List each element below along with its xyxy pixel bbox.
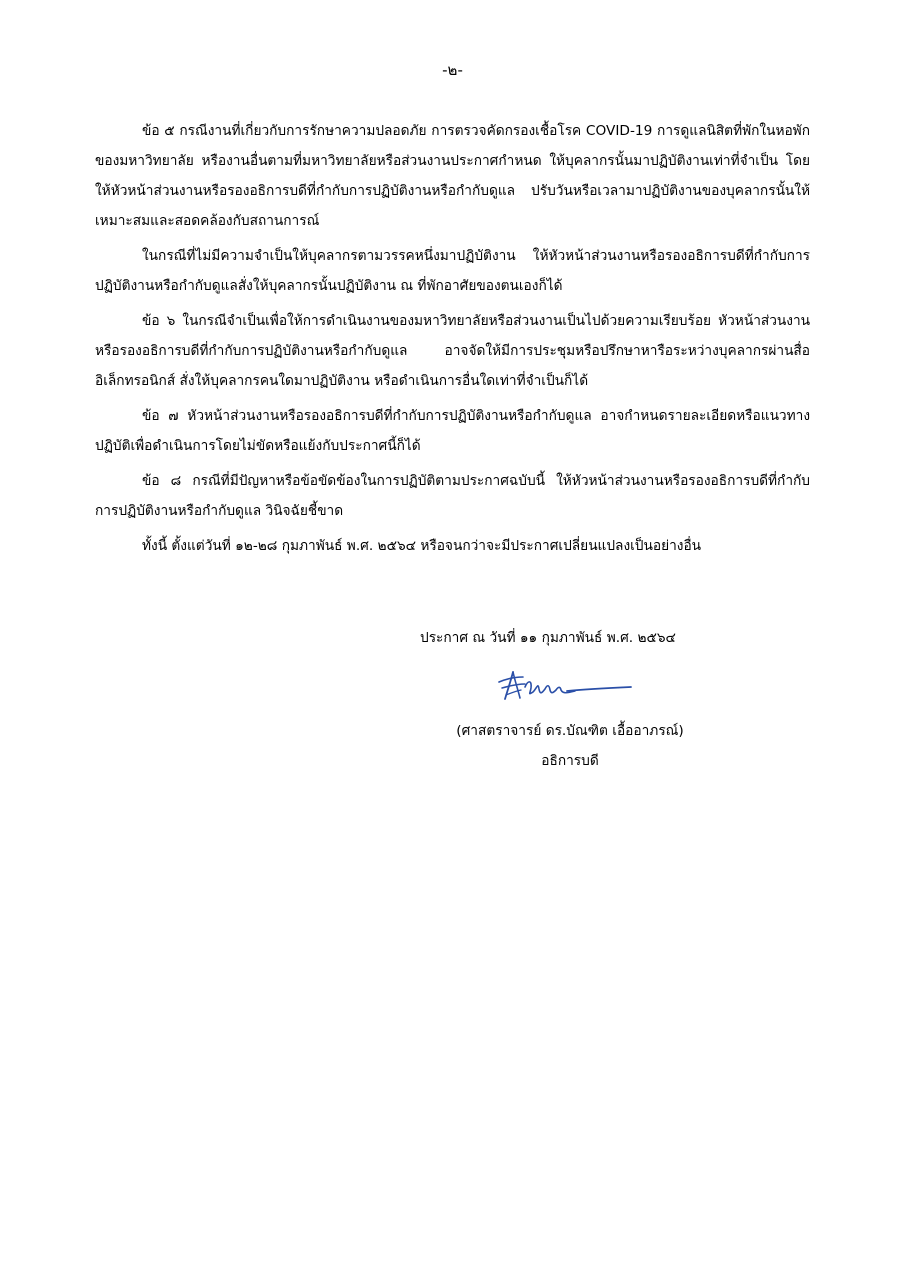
clause-8-paragraph: ข้อ ๘ กรณีที่มีปัญหาหรือข้อขัดข้องในการปฏิบัติตามประกาศฉบับนี้ ให้หัวหน้าส่วนงานหรือรองอธิการบดีที่กำกับการปฏิบัติงานหรือกำกับดูแล วินิจฉัยชี้ขาด: [95, 473, 810, 519]
signer-title: อธิการบดี: [541, 753, 599, 769]
issued-date: ประกาศ ณ วันที่ ๑๑ กุมภาพันธ์ พ.ศ. ๒๕๖๔: [420, 630, 676, 646]
page-number: -๒-: [442, 61, 463, 79]
effective-period-paragraph: ทั้งนี้ ตั้งแต่วันที่ ๑๒-๒๘ กุมภาพันธ์ พ.ศ. ๒๕๖๔ หรือจนกว่าจะมีประกาศเปลี่ยนแปลงเป็นอย่างอื่น: [142, 538, 702, 554]
signer-name: (ศาสตราจารย์ ดร.บัณฑิต เอื้ออาภรณ์): [456, 723, 684, 739]
clause-6-paragraph: ข้อ ๖ ในกรณีจำเป็นเพื่อให้การดำเนินงานของมหาวิทยาลัยหรือส่วนงานเป็นไปด้วยความเรียบร้อย หัวหน้าส่วนงานหรือรองอธิการบดีที่กำกับการปฏิบัติงานหรือกำกับดูแล อาจจัดให้มีการประชุมหรือปรึกษาหารือระหว่างบุคลากรผ่านสื่ออิเล็กทรอนิกส์ สั่งให้บุคลากรคนใดมาปฏิบัติงาน หรือดำเนินการอื่นใดเท่าที่จำเป็นก็ได้: [95, 313, 810, 389]
clause-7-paragraph: ข้อ ๗ หัวหน้าส่วนงานหรือรองอธิการบดีที่กำกับการปฏิบัติงานหรือกำกับดูแล อาจกำหนดรายละเอียดหรือแนวทางปฏิบัติเพื่อดำเนินการโดยไม่ขัดหรือแย้งกับประกาศนี้ก็ได้: [95, 408, 810, 454]
clause-5-second-paragraph: ในกรณีที่ไม่มีความจำเป็นให้บุคลากรตามวรรคหนึ่งมาปฏิบัติงาน ให้หัวหน้าส่วนงานหรือรองอธิการบดีที่กำกับการปฏิบัติงานหรือกำกับดูแลสั่งให้บุคลากรนั้นปฏิบัติงาน ณ ที่พักอาศัยของตนเองก็ได้: [95, 248, 810, 294]
document-body: [95, 116, 810, 561]
clause-5-paragraph: ข้อ ๕ กรณีงานที่เกี่ยวกับการรักษาความปลอดภัย การตรวจคัดกรองเชื้อโรค COVID-19 การดูแลนิสิตที่พักในหอพักของมหาวิทยาลัย หรืองานอื่นตามที่มหาวิทยาลัยหรือส่วนงานประกาศกำหนด ให้บุคลากรนั้นมาปฏิบัติงานเท่าที่จำเป็น โดยให้หัวหน้าส่วนงานหรือรองอธิการบดีที่กำกับการปฏิบัติงานหรือกำกับดูแล ปรับวันหรือเวลามาปฏิบัติงานของบุคลากรนั้นให้เหมาะสมและสอดคล้องกับสถานการณ์: [95, 123, 810, 229]
handwritten-signature: [497, 668, 635, 704]
